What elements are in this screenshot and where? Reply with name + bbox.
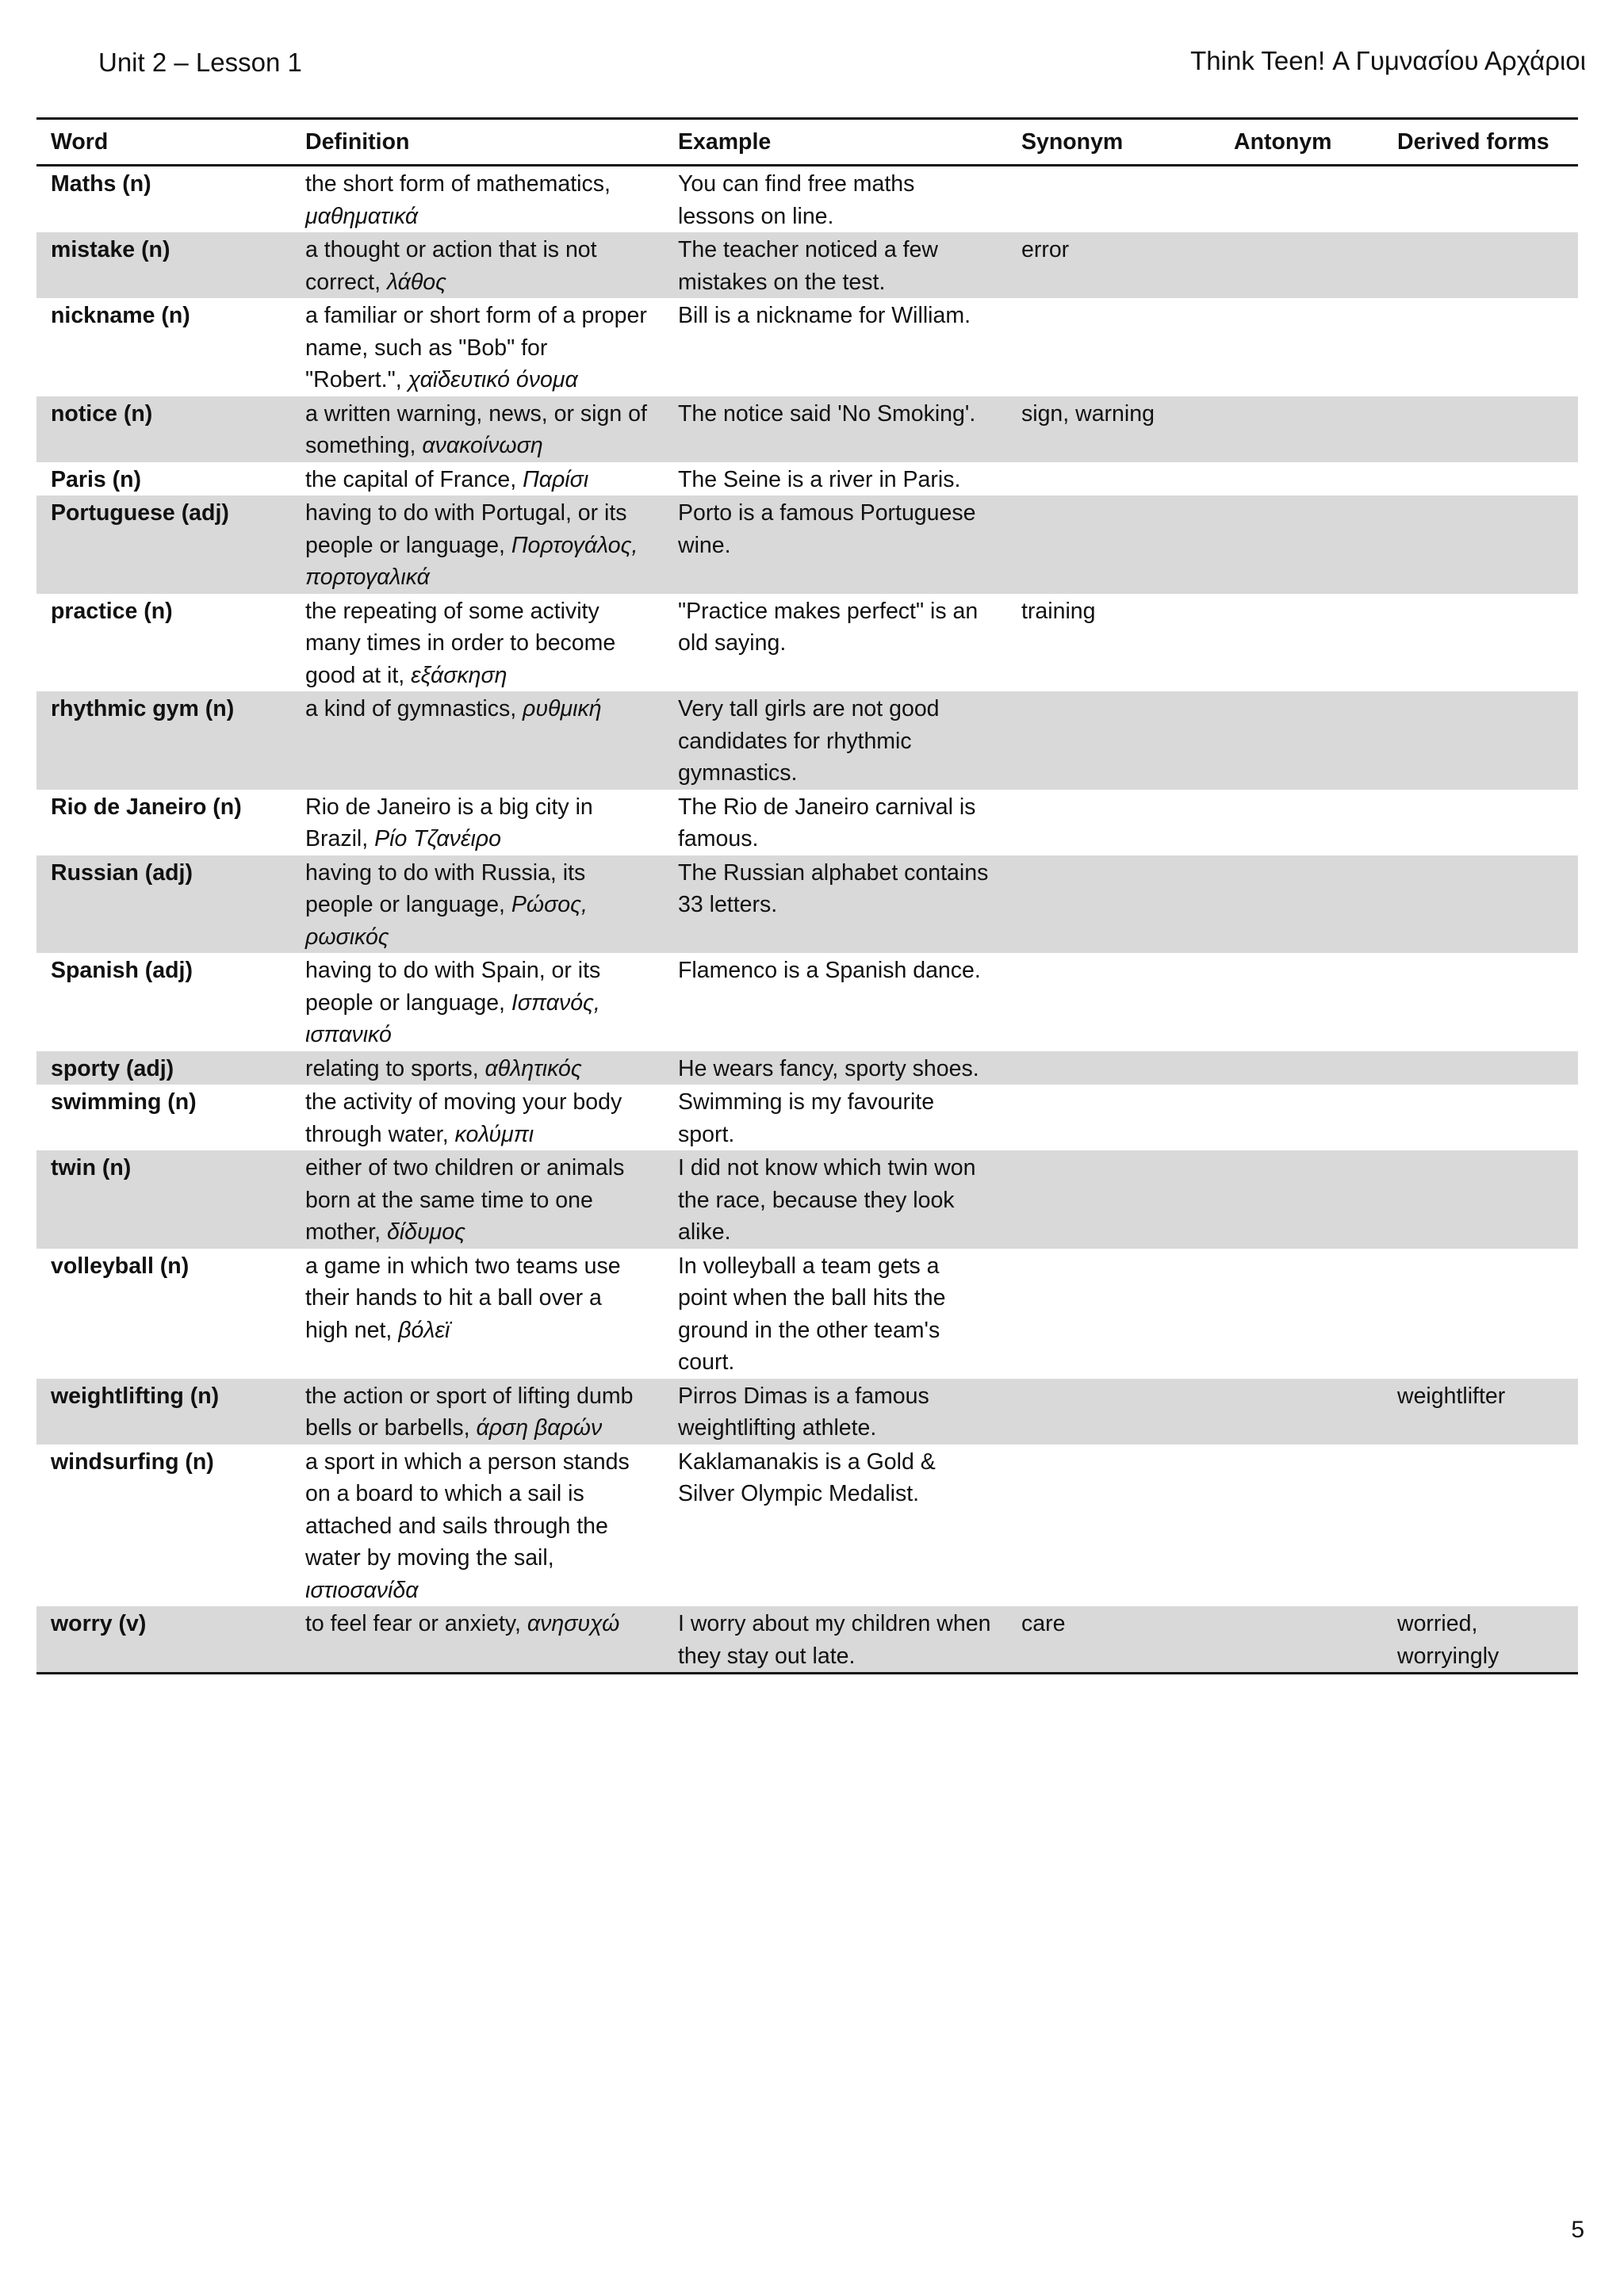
cell-example: The Rio de Janeiro carnival is famous. — [678, 794, 976, 851]
definition-text: the capital of France, — [305, 466, 517, 492]
cell-synonym — [1007, 462, 1220, 496]
table-row — [36, 1379, 1578, 1445]
cell-antonym — [1220, 232, 1383, 298]
cell-derived-forms — [1383, 953, 1578, 1051]
cell-antonym — [1220, 1051, 1383, 1085]
greek-translation: Παρίσι — [523, 466, 589, 492]
definition-text: having to do with Russia, its people or language, — [305, 859, 586, 917]
table-row — [36, 1051, 1578, 1085]
column-header-antonym: Antonym — [1220, 119, 1383, 166]
cell-antonym — [1220, 1085, 1383, 1150]
cell-derived-forms — [1383, 1150, 1578, 1249]
cell-word: Russian (adj) — [36, 855, 291, 954]
cell-definition — [291, 496, 664, 594]
cell-example: You can find free maths lessons on line. — [678, 171, 915, 229]
definition-text: a familiar or short form of a proper name, such as "Bob" for "Robert.", — [305, 303, 647, 392]
cell-definition — [291, 462, 664, 496]
column-header-derived-forms: Derived forms — [1383, 119, 1578, 166]
cell-synonym — [1007, 691, 1220, 790]
table-row — [36, 594, 1578, 692]
cell-antonym — [1220, 594, 1383, 692]
cell-word: windsurfing (n) — [51, 1448, 214, 1475]
table-row — [36, 691, 1578, 790]
cell-word: rhythmic gym (n) — [36, 691, 291, 790]
cell-derived-forms — [1383, 1085, 1578, 1150]
cell-definition — [291, 790, 664, 855]
cell-antonym — [1220, 396, 1383, 462]
cell-antonym — [1220, 1379, 1383, 1445]
cell-derived-forms: worried, worryingly — [1383, 1606, 1578, 1674]
greek-translation: ανησυχώ — [527, 1611, 620, 1636]
greek-translation: άρση βαρών — [476, 1415, 603, 1441]
cell-word: worry (v) — [36, 1606, 291, 1674]
cell-derived-forms — [1383, 462, 1578, 496]
vocabulary-table — [36, 117, 1578, 1674]
greek-translation: Ισπανός, ισπανικό — [305, 989, 600, 1047]
cell-antonym — [1220, 462, 1383, 496]
cell-definition — [291, 855, 664, 954]
cell-synonym: error — [1007, 232, 1220, 298]
cell-example: Flamenco is a Spanish dance. — [678, 958, 981, 983]
cell-antonym — [1220, 855, 1383, 954]
greek-translation: αθλητικός — [485, 1055, 582, 1081]
cell-example: I did not know which twin won the race, because they look alike. — [664, 1150, 1007, 1249]
cell-derived-forms — [1383, 166, 1578, 233]
cell-definition — [291, 166, 664, 233]
cell-derived-forms — [1383, 496, 1578, 594]
cell-synonym — [1007, 1249, 1220, 1379]
table-row — [36, 855, 1578, 954]
definition-text: having to do with Portugal, or its people or language, — [305, 500, 627, 558]
cell-word: sporty (adj) — [36, 1051, 291, 1085]
header-row — [36, 119, 1578, 166]
cell-derived-forms — [1383, 691, 1578, 790]
cell-word: notice (n) — [36, 396, 291, 462]
cell-antonym — [1220, 1606, 1383, 1674]
cell-synonym — [1007, 1150, 1220, 1249]
table-row — [36, 298, 1578, 396]
definition-text: a kind of gymnastics, — [305, 696, 517, 721]
cell-antonym — [1220, 790, 1383, 855]
definition-text: Rio de Janeiro is a big city in Brazil, — [305, 794, 593, 851]
cell-definition — [291, 1150, 664, 1249]
greek-translation: Πορτογάλος, πορτογαλικά — [305, 532, 638, 590]
table-row — [36, 1606, 1578, 1674]
greek-translation: Ρώσος, ρωσικός — [305, 892, 588, 950]
cell-definition — [291, 1085, 664, 1150]
cell-synonym — [1007, 298, 1220, 396]
greek-translation: ιστιοσανίδα — [305, 1577, 419, 1603]
cell-derived-forms — [1383, 1445, 1578, 1607]
cell-example: I worry about my children when they stay out late. — [664, 1606, 1007, 1674]
cell-derived-forms — [1383, 1249, 1578, 1379]
header-book-title: Think Teen! Α Γυμνασίου Αρχάριοι — [1190, 46, 1586, 75]
cell-definition — [291, 594, 664, 692]
table-row — [36, 462, 1578, 496]
cell-word: volleyball (n) — [51, 1253, 190, 1279]
cell-definition — [291, 1249, 664, 1379]
table-header — [36, 119, 1578, 166]
cell-synonym — [1007, 790, 1220, 855]
cell-definition — [291, 1051, 664, 1085]
greek-translation: Ρίο Τζανέιρο — [374, 826, 501, 851]
table-row — [36, 953, 1578, 1051]
definition-text: the repeating of some activity many times in order to become good at it, — [305, 598, 616, 688]
cell-definition — [291, 232, 664, 298]
definition-text: relating to sports, — [305, 1055, 479, 1081]
cell-derived-forms — [1383, 855, 1578, 954]
cell-definition — [291, 1606, 664, 1674]
definition-text: a game in which two teams use their hands to hit a ball over a high net, — [305, 1253, 621, 1343]
column-header-definition: Definition — [291, 119, 664, 166]
greek-translation: ρυθμική — [523, 696, 602, 721]
cell-word: nickname (n) — [51, 303, 190, 328]
table-body — [36, 166, 1578, 1674]
cell-derived-forms — [1383, 594, 1578, 692]
cell-definition — [291, 298, 664, 396]
greek-translation: δίδυμος — [386, 1219, 465, 1245]
greek-translation: λάθος — [386, 269, 447, 295]
cell-example: The Seine is a river in Paris. — [678, 466, 961, 492]
cell-example: Kaklamanakis is a Gold & Silver Olympic Medalist. — [678, 1448, 936, 1506]
cell-word: Portuguese (adj) — [36, 496, 291, 594]
cell-example: The notice said 'No Smoking'. — [664, 396, 1007, 462]
cell-synonym: sign, warning — [1007, 396, 1220, 462]
cell-derived-forms — [1383, 232, 1578, 298]
cell-word: Maths (n) — [51, 171, 151, 197]
table-row — [36, 1085, 1578, 1150]
cell-antonym — [1220, 691, 1383, 790]
cell-example: The teacher noticed a few mistakes on the test. — [664, 232, 1007, 298]
cell-definition — [291, 1379, 664, 1445]
cell-derived-forms — [1383, 790, 1578, 855]
cell-antonym — [1220, 166, 1383, 233]
cell-synonym: training — [1021, 598, 1096, 624]
table-row — [36, 1150, 1578, 1249]
greek-translation: κολύμπι — [454, 1121, 534, 1147]
cell-antonym — [1220, 1249, 1383, 1379]
table-row — [36, 232, 1578, 298]
cell-synonym: care — [1007, 1606, 1220, 1674]
cell-definition — [291, 396, 664, 462]
greek-translation: βόλεϊ — [398, 1317, 450, 1343]
definition-text: a thought or action that is not correct, — [305, 237, 597, 295]
cell-antonym — [1220, 298, 1383, 396]
column-header-synonym: Synonym — [1007, 119, 1220, 166]
table-row — [36, 396, 1578, 462]
table-row — [36, 166, 1578, 233]
cell-synonym — [1007, 1379, 1220, 1445]
definition-text: the action or sport of lifting dumb bells or barbells, — [305, 1383, 634, 1441]
column-header-example: Example — [664, 119, 1007, 166]
definition-text: either of two children or animals born at the same time to one mother, — [305, 1155, 625, 1245]
cell-synonym — [1007, 1085, 1220, 1150]
cell-synonym — [1007, 1051, 1220, 1085]
definition-text: the short form of mathematics, — [305, 171, 611, 197]
cell-definition — [291, 953, 664, 1051]
table-row — [36, 1249, 1578, 1379]
definition-text: to feel fear or anxiety, — [305, 1611, 521, 1636]
cell-derived-forms — [1383, 298, 1578, 396]
greek-translation: χαϊδευτικό όνομα — [408, 367, 578, 392]
cell-derived-forms — [1383, 396, 1578, 462]
cell-definition — [291, 691, 664, 790]
cell-word: twin (n) — [36, 1150, 291, 1249]
table-row — [36, 790, 1578, 855]
cell-synonym — [1007, 953, 1220, 1051]
definition-text: a written warning, news, or sign of something, — [305, 400, 647, 458]
definition-text: having to do with Spain, or its people or language, — [305, 958, 601, 1016]
table-row — [36, 1445, 1578, 1607]
cell-antonym — [1220, 496, 1383, 594]
cell-antonym — [1220, 1445, 1383, 1607]
cell-example: Swimming is my favourite sport. — [678, 1089, 935, 1147]
cell-word: weightlifting (n) — [36, 1379, 291, 1445]
greek-translation: εξάσκηση — [411, 662, 508, 688]
cell-example: Bill is a nickname for William. — [678, 303, 971, 328]
cell-word: practice (n) — [51, 598, 173, 624]
cell-synonym — [1007, 1445, 1220, 1607]
table-row — [36, 496, 1578, 594]
cell-example: Pirros Dimas is a famous weightlifting athlete. — [664, 1379, 1007, 1445]
cell-example: The Russian alphabet contains 33 letters. — [664, 855, 1007, 954]
cell-example: Porto is a famous Portuguese wine. — [664, 496, 1007, 594]
cell-example: He wears fancy, sporty shoes. — [664, 1051, 1007, 1085]
cell-synonym — [1007, 855, 1220, 954]
cell-word: Spanish (adj) — [51, 958, 193, 983]
cell-antonym — [1220, 953, 1383, 1051]
cell-example: Very tall girls are not good candidates for rhythmic gymnastics. — [664, 691, 1007, 790]
greek-translation: ανακοίνωση — [422, 433, 543, 458]
column-header-word: Word — [36, 119, 291, 166]
definition-text: the activity of moving your body through water, — [305, 1089, 622, 1147]
cell-word: mistake (n) — [36, 232, 291, 298]
cell-example: "Practice makes perfect" is an old saying. — [678, 598, 979, 656]
greek-translation: μαθηματικά — [305, 203, 419, 229]
cell-example: In volleyball a team gets a point when the ball hits the ground in the other team's court. — [678, 1253, 946, 1375]
cell-derived-forms: weightlifter — [1383, 1379, 1578, 1445]
cell-word: Rio de Janeiro (n) — [51, 794, 242, 820]
cell-word: swimming (n) — [51, 1089, 197, 1115]
cell-derived-forms — [1383, 1051, 1578, 1085]
cell-synonym — [1007, 166, 1220, 233]
cell-word: Paris (n) — [51, 466, 142, 492]
cell-synonym — [1007, 496, 1220, 594]
header-unit-lesson: Unit 2 – Lesson 1 — [98, 48, 302, 77]
cell-antonym — [1220, 1150, 1383, 1249]
definition-text: a sport in which a person stands on a board to which a sail is attached and sails through the water by moving the sail, — [305, 1448, 630, 1571]
page-number: 5 — [1571, 2217, 1584, 2243]
cell-definition — [291, 1445, 664, 1607]
